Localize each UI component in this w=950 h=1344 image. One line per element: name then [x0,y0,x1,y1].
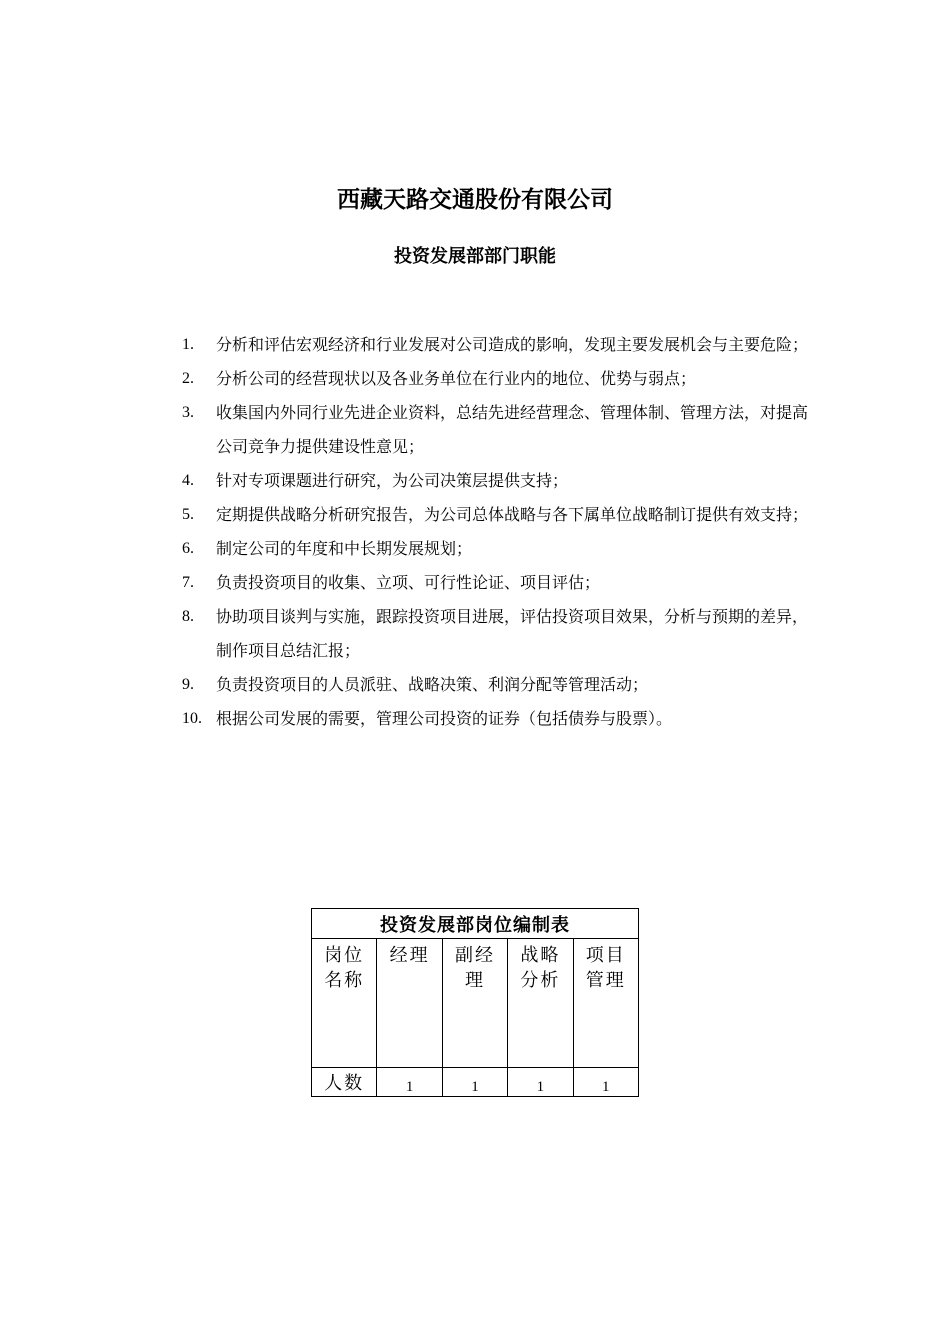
duty-text: 收集国内外同行业先进企业资料，总结先进经营理念、管理体制、管理方法，对提高公司竞争力提供建设性意见； [216,403,809,456]
duty-item [182,328,808,362]
position-header [377,939,442,1068]
table-count-row [312,1068,639,1097]
position-name: 战略分析 [520,945,561,991]
position-header [442,939,507,1068]
row-header-position [312,939,377,1068]
duty-text: 负责投资项目的收集、立项、可行性论证、项目评估； [216,573,601,592]
duty-number: 7. [182,574,194,591]
row-header-position-label: 岗位名称 [324,945,365,991]
duty-number: 5. [182,506,194,523]
position-header [508,939,573,1068]
duty-item [182,362,808,396]
document-subtitle: 投资发展部部门职能 [394,246,556,267]
position-count: 1 [573,1068,638,1097]
row-header-count: 人数 [312,1068,377,1097]
duty-item [182,532,808,566]
position-count: 1 [508,1068,573,1097]
position-count: 1 [377,1068,442,1097]
duty-number: 4. [182,472,194,489]
duty-item [182,566,808,600]
duty-number: 3. [182,404,194,421]
duty-text: 根据公司发展的需要，管理公司投资的证券（包括债券与股票）。 [216,709,673,728]
position-name: 经理 [389,945,430,966]
duty-text: 负责投资项目的人员派驻、战略决策、利润分配等管理活动； [216,675,649,694]
position-count: 1 [442,1068,507,1097]
duty-number: 8. [182,608,194,625]
duty-text: 制定公司的年度和中长期发展规划； [216,539,473,558]
table-header-row [312,939,639,1068]
duty-text: 协助项目谈判与实施，跟踪投资项目进展，评估投资项目效果，分析与预期的差异，制作项目总结汇报； [216,607,809,660]
table-caption-row [312,909,639,939]
duty-list [182,328,808,736]
duty-item [182,668,808,702]
duty-item [182,464,808,498]
table-caption: 投资发展部岗位编制表 [312,909,639,939]
duty-number: 1. [182,336,194,353]
duty-text: 分析和评估宏观经济和行业发展对公司造成的影响，发现主要发展机会与主要危险； [216,335,809,354]
duty-number: 2. [182,370,194,387]
duty-item [182,702,808,736]
duty-item [182,498,808,532]
duty-text: 针对专项课题进行研究，为公司决策层提供支持； [216,471,569,490]
position-name: 项目管理 [585,945,626,991]
duty-text: 分析公司的经营现状以及各业务单位在行业内的地位、优势与弱点； [216,369,697,388]
duty-item [182,600,808,668]
position-name: 副经理 [454,945,495,991]
document-title: 西藏天路交通股份有限公司 [337,187,613,213]
duty-number: 10. [182,710,202,727]
duty-number: 6. [182,540,194,557]
position-header [573,939,638,1068]
staff-table [311,908,639,1097]
duty-item [182,396,808,464]
duty-text: 定期提供战略分析研究报告，为公司总体战略与各下属单位战略制订提供有效支持； [216,505,809,524]
duty-number: 9. [182,676,194,693]
